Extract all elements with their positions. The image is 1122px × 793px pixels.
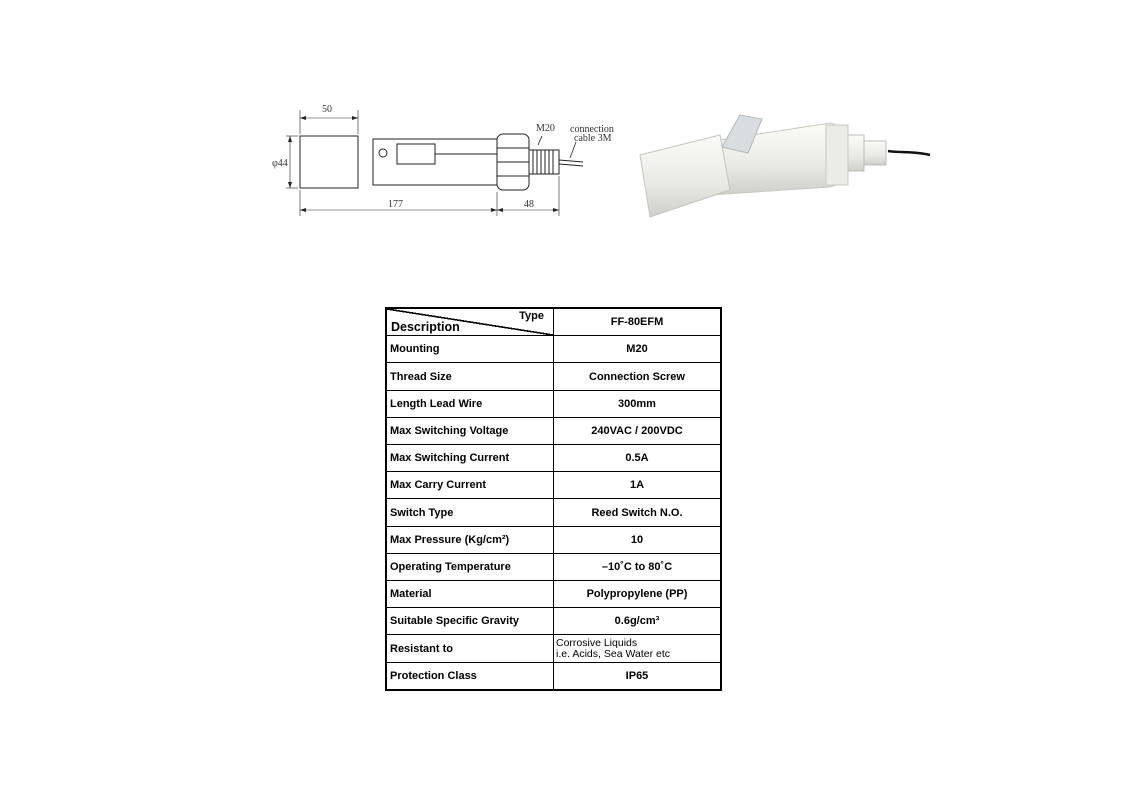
technical-drawing [270,98,630,223]
header-type: Type [519,310,544,322]
dim-body-length: 50 [322,104,332,115]
table-row [386,553,721,580]
param-label: Resistant to [386,635,554,662]
param-label: Max Switching Voltage [386,417,554,444]
table-row [386,635,721,662]
table-row [386,472,721,499]
table-row [386,390,721,417]
param-value: 300mm [554,390,722,417]
param-value: M20 [554,336,722,363]
param-value: 0.5A [554,445,722,472]
param-label: Length Lead Wire [386,390,554,417]
param-value: Polypropylene (PP) [554,581,722,608]
table-header-row [386,308,721,336]
param-value: 1A [554,472,722,499]
table-row [386,581,721,608]
param-value: 240VAC / 200VDC [554,417,722,444]
table-row [386,499,721,526]
param-value: 10 [554,526,722,553]
table-row [386,662,721,690]
param-value: –10˚C to 80˚C [554,553,722,580]
spec-table [385,307,722,691]
param-value: 0.6g/cm³ [554,608,722,635]
thread-label: M20 [536,123,555,134]
header-description: Description [391,320,460,335]
table-row [386,608,721,635]
cable-label-line2: cable 3M [574,133,612,144]
param-value [554,635,722,662]
param-value-line2: i.e. Acids, Sea Water etc [556,647,670,660]
param-label: Max Pressure (Kg/cm²) [386,526,554,553]
product-photo [630,95,940,225]
param-value: IP65 [554,662,722,690]
dim-total-length: 177 [388,199,403,210]
dim-cable-section: 48 [524,199,534,210]
param-label: Switch Type [386,499,554,526]
param-label: Protection Class [386,662,554,690]
param-value: Connection Screw [554,363,722,390]
table-row [386,526,721,553]
param-value-line1: Corrosive Liquids [556,636,638,649]
param-label: Operating Temperature [386,553,554,580]
table-row [386,363,721,390]
param-value: Reed Switch N.O. [554,499,722,526]
header-corner-cell [386,308,554,336]
param-label: Max Switching Current [386,445,554,472]
param-label: Suitable Specific Gravity [386,608,554,635]
table-row [386,417,721,444]
cable-label-line1: connection [570,124,614,135]
float-body [300,136,358,188]
param-label: Thread Size [386,363,554,390]
param-label: Max Carry Current [386,472,554,499]
param-label: Material [386,581,554,608]
param-label: Mounting [386,336,554,363]
table-row [386,336,721,363]
dim-diameter: φ44 [272,158,288,169]
table-row [386,445,721,472]
model-name: FF-80EFM [554,308,722,336]
